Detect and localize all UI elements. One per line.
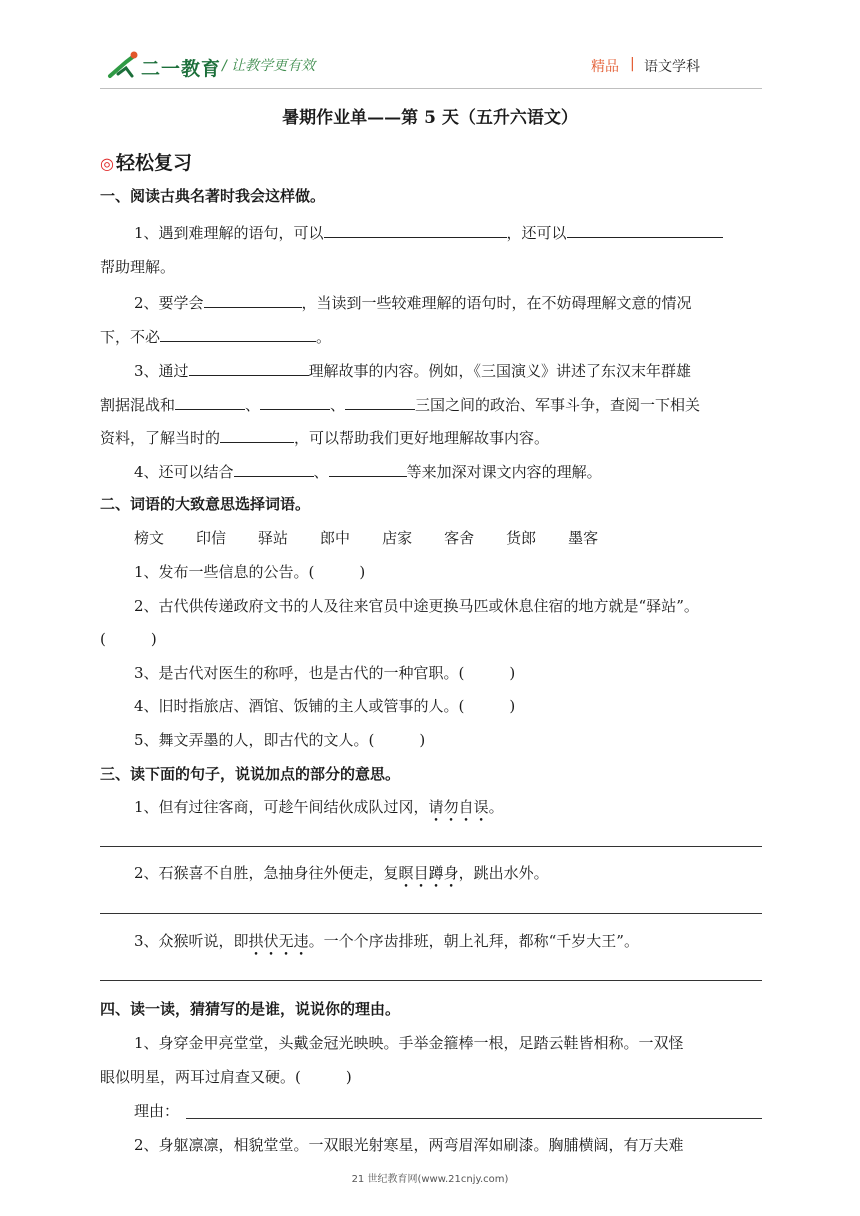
logo-text: 二一教育 — [141, 58, 222, 80]
q1-blank6[interactable] — [175, 393, 245, 410]
section-title-text: 轻松复习 — [115, 152, 192, 174]
q1-item2-text-d: 。 — [316, 328, 332, 346]
q1-item3-text-e: 、 — [330, 396, 346, 414]
q1-blank11[interactable] — [329, 460, 407, 477]
q1-item2 — [134, 291, 692, 314]
q1-item1 — [134, 221, 723, 244]
q3-sentence3 — [134, 930, 639, 952]
q1-blank8[interactable] — [345, 393, 415, 410]
header-divider — [100, 88, 762, 89]
bullseye-icon: ◎ — [100, 154, 114, 173]
q2-item3: 3、是古代对医生的称呼，也是古代的一种官职。( ) — [134, 664, 516, 682]
q4-reason-label: 理由： — [134, 1102, 180, 1120]
q3-heading: 三、读下面的句子，说说加点的部分的意思。 — [100, 765, 401, 783]
answer-line-2[interactable] — [100, 913, 762, 914]
dotted-char: 无 — [278, 932, 294, 950]
page-footer: 21 世纪教育网(www.21cnjy.com) — [351, 1174, 509, 1185]
q2-heading: 二、词语的大致意思选择词语。 — [100, 495, 311, 513]
dotted-char: 勿 — [443, 798, 459, 816]
q1-item4-text-b: 、 — [313, 463, 329, 481]
word-item: 榜文 — [134, 529, 165, 547]
slogan: / 让教学更有效 — [222, 58, 316, 74]
q1-item3-cont1 — [100, 393, 700, 416]
dotted-char: 身 — [443, 864, 459, 882]
subject-label: 语文学科 — [644, 59, 700, 75]
q3-sentence1 — [134, 796, 504, 818]
q1-item3-text-d: 、 — [245, 396, 261, 414]
q4-heading: 四、读一读，猜猜写的是谁，说说你的理由。 — [100, 1000, 401, 1018]
q1-item3-text-f: 三国之间的政治、军事斗争，查阅一下相关 — [415, 396, 701, 414]
q1-blank5[interactable] — [189, 359, 309, 376]
q1-item2-text-b: ，当读到一些较难理解的语句时，在不妨碍理解文意的情况 — [301, 294, 692, 312]
q3-s2-text-c: ，跳出水外。 — [458, 864, 549, 882]
q3-sentence2 — [134, 862, 549, 884]
section-title — [100, 148, 192, 175]
dotted-char: 违 — [293, 932, 309, 950]
q1-blank7[interactable] — [260, 393, 330, 410]
q1-blank4[interactable] — [160, 325, 316, 342]
word-item: 驿站 — [258, 529, 289, 547]
word-item: 墨客 — [568, 529, 599, 547]
dotted-char: 蹲 — [428, 864, 444, 882]
q2-word-bank — [134, 527, 630, 549]
q1-item1-text-a: 1、遇到难理解的语句，可以 — [134, 224, 324, 242]
dotted-char: 伏 — [263, 932, 279, 950]
q3-s2-text-a: 2、石猴喜不自胜，急抽身往外便走，复 — [134, 864, 399, 882]
q1-item2-text-c: 下，不必 — [100, 328, 161, 346]
dotted-char: 误 — [473, 798, 489, 816]
word-item: 印信 — [196, 529, 227, 547]
answer-line-1[interactable] — [100, 846, 762, 847]
q4-passage1-line2: 眼似明星，两耳过肩查又硬。( ) — [100, 1068, 352, 1086]
q1-blank2[interactable] — [567, 221, 723, 238]
answer-line-3[interactable] — [100, 980, 762, 981]
q2-item5: 5、舞文弄墨的人，即古代的文人。( ) — [134, 731, 426, 749]
q2-item1: 1、发布一些信息的公告。( ) — [134, 563, 366, 581]
q1-item1-text-b: ，还可以 — [506, 224, 567, 242]
q1-blank3[interactable] — [204, 291, 302, 308]
q1-heading: 一、阅读古典名著时我会这样做。 — [100, 187, 326, 205]
q4-passage1-line1: 1、身穿金甲亮堂堂，头戴金冠光映映。手举金箍棒一根，足踏云鞋皆相称。一双怪 — [134, 1034, 684, 1052]
q1-item2-cont — [100, 325, 331, 348]
q3-s1-text-a: 1、但有过往客商，可趁午间结伙成队过冈， — [134, 798, 429, 816]
q1-item3-text-g: 资料，了解当时的 — [100, 429, 221, 447]
q1-item4-text-c: 等来加深对课文内容的理解。 — [406, 463, 602, 481]
q3-s1-text-c: 。 — [488, 798, 504, 816]
q1-item4 — [134, 460, 602, 483]
q1-item2-text-a: 2、要学会 — [134, 294, 204, 312]
dotted-char: 请 — [428, 798, 444, 816]
q2-item4: 4、旧时指旅店、酒馆、饭铺的主人或管事的人。( ) — [134, 697, 516, 715]
jingpin-label: 精品 — [591, 59, 619, 75]
q1-blank9[interactable] — [220, 426, 294, 443]
q1-item3 — [134, 359, 691, 382]
header-separator: | — [630, 56, 635, 72]
q2-item2-bracket: ( ) — [100, 630, 157, 648]
q1-item3-cont2 — [100, 426, 549, 449]
dotted-char: 瞑 — [398, 864, 414, 882]
word-item: 郎中 — [320, 529, 351, 547]
dotted-char: 拱 — [248, 932, 264, 950]
q4-passage2-line1: 2、身躯凛凛，相貌堂堂。一双眼光射寒星，两弯眉浑如刷漆。胸脯横阔，有万夫难 — [134, 1136, 684, 1154]
q1-blank1[interactable] — [324, 221, 507, 238]
word-item: 货郎 — [506, 529, 537, 547]
reason-answer-line[interactable] — [186, 1118, 762, 1119]
word-item: 客舍 — [444, 529, 475, 547]
dotted-char: 目 — [413, 864, 429, 882]
q1-item3-text-b: 理解故事的内容。例如，《三国演义》讲述了东汉末年群雄 — [308, 362, 692, 380]
word-item: 店家 — [382, 529, 413, 547]
q2-item2: 2、古代供传递政府文书的人及往来官员中途更换马匹或休息住宿的地方就是“驿站”。 — [134, 597, 699, 615]
q1-item3-text-h: ，可以帮助我们更好地理解故事内容。 — [294, 429, 550, 447]
q1-item3-text-a: 3、通过 — [134, 362, 189, 380]
q3-s3-text-c: 。一个个序齿排班，朝上礼拜，都称“千岁大王”。 — [308, 932, 639, 950]
q1-item4-text-a: 4、还可以结合 — [134, 463, 234, 481]
dotted-char: 自 — [458, 798, 474, 816]
q1-item1-cont: 帮助理解。 — [100, 258, 176, 276]
q3-s3-text-a: 3、众猴听说，即 — [134, 932, 249, 950]
q1-blank10[interactable] — [234, 460, 314, 477]
q1-item3-text-c: 割据混战和 — [100, 396, 176, 414]
page-title: 暑期作业单——第 5 天（五升六语文） — [282, 108, 578, 128]
